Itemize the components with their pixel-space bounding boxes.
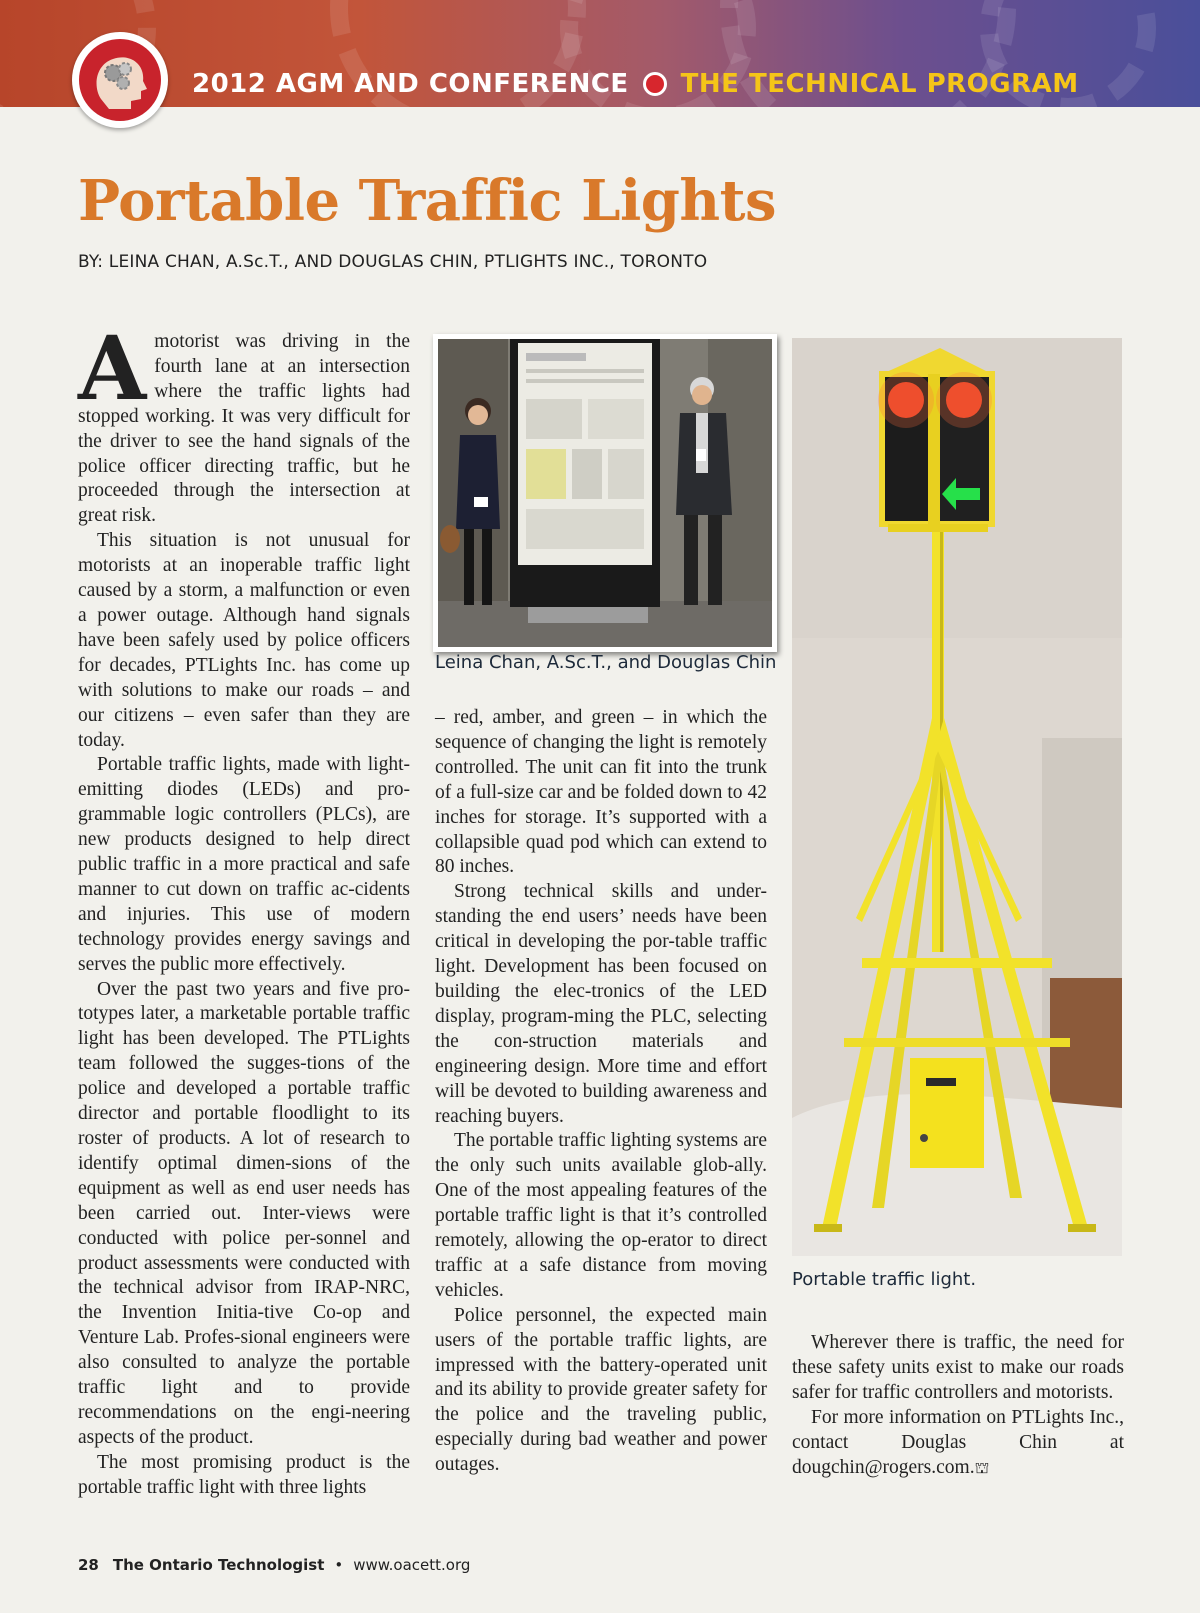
page-footer (78, 1556, 470, 1574)
paragraph-11 (792, 1406, 1124, 1481)
article-title: Portable Traffic Lights (78, 168, 777, 234)
banner-event-text: 2012 AGM AND CONFERENCE (192, 69, 629, 99)
column-2 (435, 706, 767, 1478)
drop-cap: A (78, 316, 147, 420)
magazine-name: The Ontario Technologist (112, 1556, 325, 1574)
paragraph-8: The portable traffic lighting systems are the only such units available glob-ally. One of the most appealing features of the portable traffic light is that it’s controlled remotely, allowing the op-erator to direct traffic at a safe distance from moving vehicles. (435, 1130, 767, 1301)
column-3 (792, 1331, 1124, 1480)
paragraph-2: This situation is not unusual for motorists at an inoperable traffic light caused by a storm, a malfunction or even a power outage. Although hand signals have been safely used by police officers for decades, PTLights Inc. has come up with solutions to make our roads – and our citizens – even safer than they are today. (78, 530, 410, 751)
paragraph-3: Portable traffic lights, made with light-emitting diodes (LEDs) and pro-grammable logic controllers (PLCs), are new products designed to help direct public traffic in a more practical and safe manner to cut down on traffic ac-cidents and injuries. This use of modern technology provides energy savings and serves the public more effectively. (78, 754, 410, 975)
byline: BY: LEINA CHAN, A.Sc.T., AND DOUGLAS CHIN, PTLIGHTS INC., TORONTO (78, 252, 708, 272)
paragraph-5: The most promising product is the portable traffic light with three lights (78, 1451, 410, 1498)
page-number: 28 (78, 1556, 99, 1574)
paragraph-9: Police personnel, the expected main users of the portable traffic lights, are impressed with the battery-operated unit and its ability to provide greater safety for the police and the traveling public, especially during bad weather and power outages. (435, 1304, 767, 1476)
paragraph-4: Over the past two years and five pro-totypes later, a marketable portable traffic light has been developed. The PTLights team followed the sugges-tions of the police and developed a portable traffic director and portable floodlight to its roster of products. A lot of research to identify optimal dimen-sions of the equipment as well as end user needs has been carried out. Inter-views were conducted with police per-sonnel and product assessments were conducted with the technical advisor from IRAP-NRC, the Invention Initia-tive Co-op and Venture Lab. Profes-sional engineers were also consulted to analyze the portable traffic light and to provide recommendations on the engi-neering aspects of the product. (78, 978, 410, 1448)
paragraph-10: Wherever there is traffic, the need for these safety units exist to make our roads safer for traffic controllers and motorists. (792, 1332, 1124, 1403)
paragraph-1 (78, 316, 410, 529)
separator-dot-icon (643, 72, 667, 96)
photo-traffic-light-caption: Portable traffic light. (792, 1269, 977, 1290)
end-mark-icon: ⛫ (974, 1457, 990, 1477)
footer-bullet: • (334, 1556, 344, 1574)
banner-title (192, 64, 1079, 104)
conference-logo (72, 32, 168, 128)
column-1 (78, 316, 410, 1501)
paragraph-11-text: For more information on PTLights Inc., contact Douglas Chin at dougchin@rogers.com. (792, 1406, 1124, 1478)
head-gears-icon (79, 39, 161, 121)
photo-presenters-caption: Leina Chan, A.Sc.T., and Douglas Chin (435, 652, 777, 673)
paragraph-6: – red, amber, and green – in which the sequence of changing the light is remotely controlled. The unit can fit into the trunk of a full-size car and be folded down to 42 inches for storage. It’s supported with a collapsible quad pod which can extend to 80 inches. (435, 707, 767, 878)
photo-traffic-light (792, 338, 1122, 1256)
footer-url: www.oacett.org (353, 1556, 471, 1574)
paragraph-1-text: motorist was driving in the fourth lane at an intersection where the traffic lights had stopped working. It was very difficult for the driver to see the hand signals of the police officer directing traffic, but he proceeded through the intersection at great risk. (78, 331, 410, 527)
paragraph-7: Strong technical skills and under-standing the end users’ needs have been critical in developing the por-table traffic light. Development has been focused on building the elec-tronics of the LED display, program-ming the PLC, selecting the con-struction materials and engineering design. More time and effort will be devoted to building awareness and reaching buyers. (435, 881, 767, 1127)
header-banner (0, 0, 1200, 107)
photo-presenters (433, 334, 777, 652)
banner-section-text: THE TECHNICAL PROGRAM (680, 69, 1079, 99)
